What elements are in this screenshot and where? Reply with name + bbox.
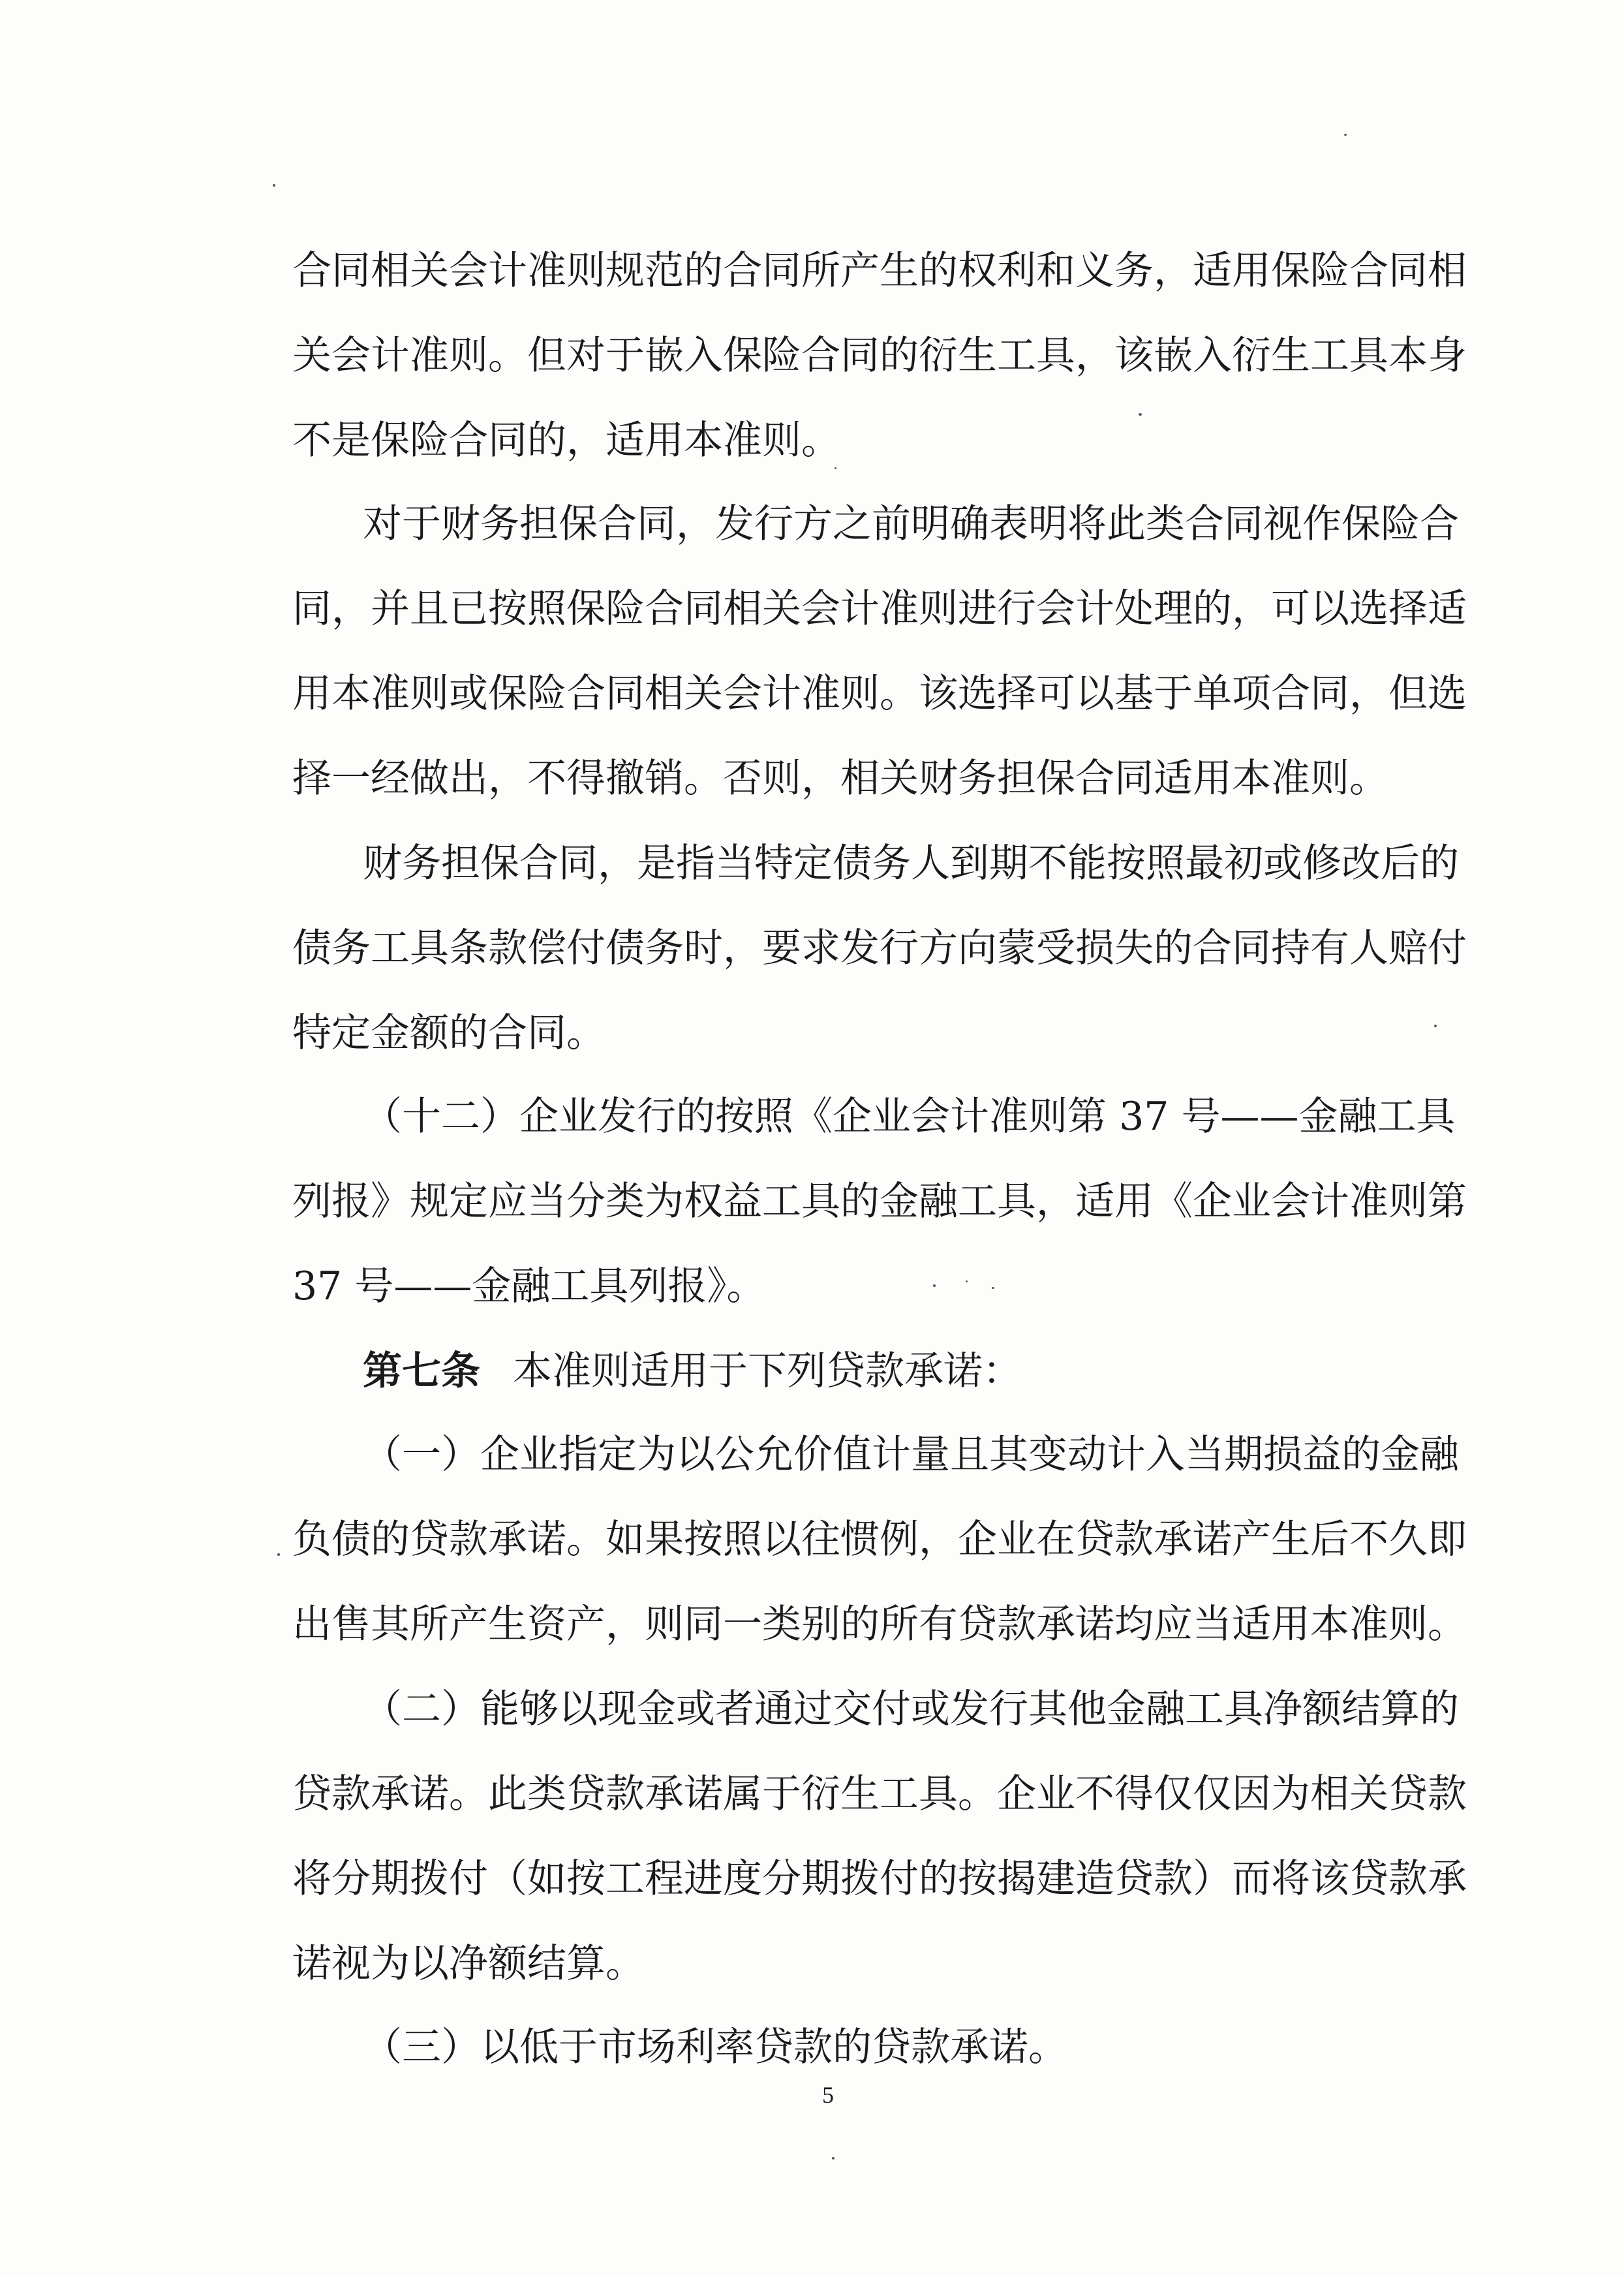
text-line-14: 本准则适用于下列贷款承诺： — [513, 1348, 1022, 1394]
scan-speck — [966, 1280, 968, 1282]
scan-speck — [273, 184, 275, 187]
scan-speck — [277, 1553, 280, 1556]
text-line-9: 债务工具条款偿付债务时，要求发行方向蒙受损失的合同持有人赔付 — [292, 925, 1467, 971]
scan-speck — [992, 1287, 994, 1289]
text-line-6: 用本准则或保险合同相关会计准则。该选择可以基于单项合同，但选 — [292, 671, 1467, 717]
text-line-7: 择一经做出，不得撤销。否则，相关财务担保合同适用本准则。 — [292, 756, 1388, 801]
text-line-8: 财务担保合同，是指当特定债务人到期不能按照最初或修改后的 — [363, 841, 1459, 886]
text-line-16: 负债的贷款承诺。如果按照以往惯例，企业在贷款承诺产生后不久即 — [292, 1517, 1467, 1562]
text-line-13: 37 号——金融工具列报》。 — [292, 1263, 766, 1309]
text-line-3: 不是保险合同的，适用本准则。 — [292, 418, 840, 463]
text-line-17: 出售其所产生资产，则同一类别的所有贷款承诺均应当适用本准则。 — [292, 1602, 1467, 1647]
text-line-18: （二）能够以现金或者通过交付或发行其他金融工具净额结算的 — [363, 1686, 1459, 1732]
text-line-5: 同，并且已按照保险合同相关会计准则进行会计处理的，可以选择适 — [292, 586, 1467, 632]
scan-speck — [835, 467, 836, 469]
text-line-4: 对于财务担保合同，发行方之前明确表明将此类合同视作保险合 — [363, 501, 1459, 547]
page-number: 5 — [822, 2082, 834, 2108]
text-line-15: （一）企业指定为以公允价值计量且其变动计入当期损益的金融 — [363, 1432, 1459, 1478]
text-line-2: 关会计准则。但对于嵌入保险合同的衍生工具，该嵌入衍生工具本身 — [292, 333, 1467, 379]
text-line-1: 合同相关会计准则规范的合同所产生的权利和义务，适用保险合同相 — [292, 248, 1467, 294]
text-line-11: （十二）企业发行的按照《企业会计准则第 37 号——金融工具 — [363, 1094, 1456, 1139]
text-line-19: 贷款承诺。此类贷款承诺属于衍生工具。企业不得仅仅因为相关贷款 — [292, 1771, 1467, 1817]
text-line-21: 诺视为以净额结算。 — [292, 1941, 645, 1987]
scan-speck — [832, 2157, 835, 2160]
scan-speck — [933, 1284, 936, 1287]
scan-speck — [1434, 1025, 1437, 1027]
text-line-12: 列报》规定应当分类为权益工具的金融工具，适用《企业会计准则第 — [292, 1179, 1467, 1224]
scan-speck — [1139, 413, 1142, 416]
scan-speck — [1344, 134, 1347, 136]
text-line-10: 特定金额的合同。 — [292, 1010, 605, 1056]
text-line-20: 将分期拨付（如按工程进度分期拨付的按揭建造贷款）而将该贷款承 — [292, 1856, 1467, 1902]
article-heading — [363, 1345, 1022, 1397]
text-line-22: （三）以低于市场利率贷款的贷款承诺。 — [363, 2024, 1067, 2070]
article-label: 第七条 — [363, 1348, 480, 1394]
